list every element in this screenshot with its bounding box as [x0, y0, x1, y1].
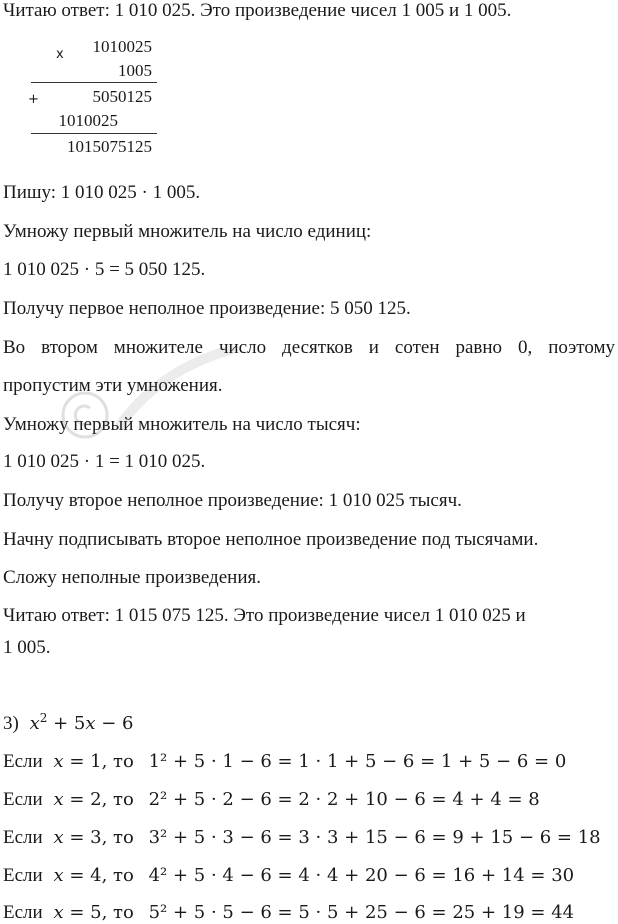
thousands-calc-line: 1 010 025 · 1 = 1 010 025. — [3, 451, 206, 472]
task-row: Если x = 2, то 2² + 5 · 2 − 6 = 2 · 2 + 10 − 6 = 4 + 4 = 8 — [3, 789, 540, 810]
final-product: 1015075125 — [67, 137, 152, 156]
sum-rule — [31, 133, 157, 134]
task-row: Если x = 5, то 5² + 5 · 5 − 6 = 5 · 5 + 25 − 6 = 25 + 19 = 44 — [3, 902, 575, 923]
skip-line-2: пропустим эти умножения. — [3, 375, 223, 396]
multiplication-rule — [31, 82, 157, 83]
write-line: Пишу: 1 010 025 · 1 005. — [3, 182, 201, 203]
skip-line-1: Во втором множителе число десятков и сотен равно 0, поэтому — [3, 337, 615, 358]
task-expression: $x^2 + 5x - 6$ — [29, 711, 134, 734]
thousands-step-line: Умножу первый множитель на число тысяч: — [3, 414, 361, 435]
partial-product-1: 5050125 — [92, 87, 152, 106]
plus-sign: + — [28, 92, 39, 107]
times-sign: x — [56, 47, 64, 62]
multiplier: 1005 — [118, 61, 152, 80]
place-under-line: Начну подписывать второе неполное произведение под тысячами. — [3, 529, 539, 550]
task-number: 3) — [3, 713, 19, 734]
units-calc-line: 1 010 025 · 5 = 5 050 125. — [3, 259, 206, 280]
multiplicand: 1010025 — [92, 37, 152, 56]
answer-line-2: 1 005. — [3, 637, 51, 658]
answer-line-1: Читаю ответ: 1 015 075 125. Это произведение чисел 1 010 025 и — [3, 605, 526, 626]
first-partial-line: Получу первое неполное произведение: 5 050 125. — [3, 298, 411, 319]
task-row: Если x = 1, то 1² + 5 · 1 − 6 = 1 · 1 + 5 − 6 = 1 + 5 − 6 = 0 — [3, 751, 567, 772]
partial-product-2: 1010025 — [58, 111, 118, 130]
task-heading — [3, 713, 134, 735]
task-row: Если x = 4, то 4² + 5 · 4 − 6 = 4 · 4 + 20 − 6 = 16 + 14 = 30 — [3, 865, 575, 886]
intro-line: Читаю ответ: 1 010 025. Это произведение чисел 1 005 и 1 005. — [3, 0, 512, 21]
second-partial-line: Получу второе неполное произведение: 1 010 025 тысяч. — [3, 490, 462, 511]
units-step-line: Умножу первый множитель на число единиц: — [3, 221, 372, 242]
add-partials-line: Сложу неполные произведения. — [3, 567, 261, 588]
task-row: Если x = 3, то 3² + 5 · 3 − 6 = 3 · 3 + 15 − 6 = 9 + 15 − 6 = 18 — [3, 827, 601, 848]
